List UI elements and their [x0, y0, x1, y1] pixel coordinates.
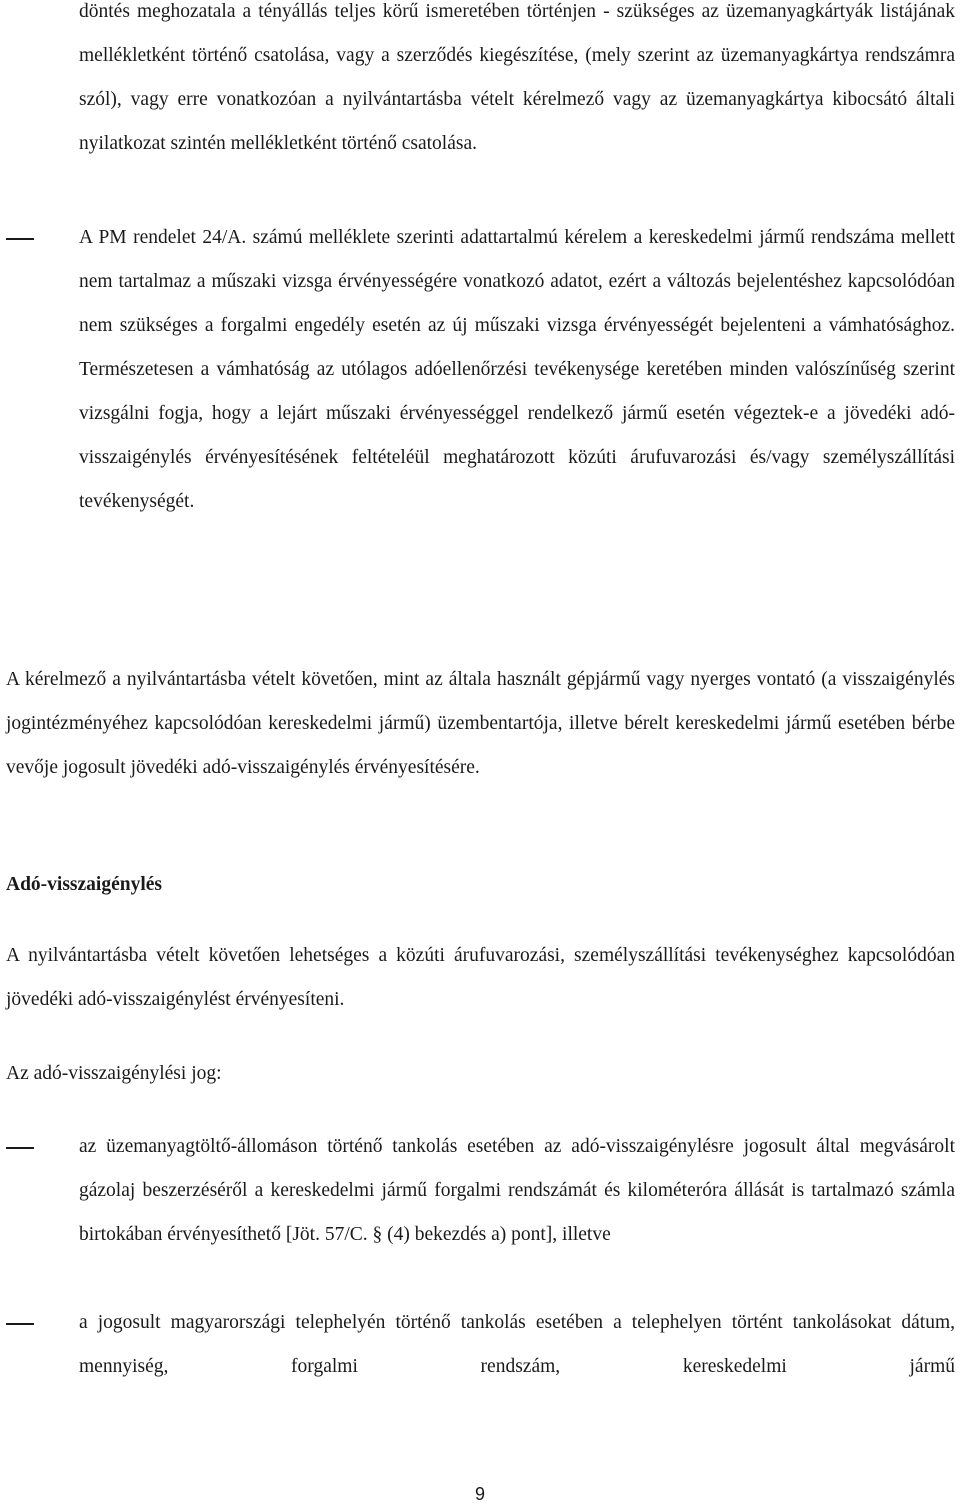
paragraph-kerelmezo: A kérelmező a nyilvántartásba vételt követően, mint az általa használt gépjármű vagy nyerges vontató (a visszaigénylés jogintézményéhez kapcsolódóan kereskedelmi jármű) üzembentartója, illetve bérelt kereskedelmi jármű esetében bérbe vevője jogosult jövedéki adó-visszaigénylés érvényesítésére. [6, 669, 955, 778]
dash-bullet-icon [6, 238, 34, 240]
dash-bullet-icon [6, 1323, 34, 1325]
bullet-paragraph-toltoallomas: az üzemanyagtöltő-állomáson történő tankolás esetében az adó-visszaigénylésre jogosult által megvásárolt gázolaj beszerzéséről a kereskedelmi jármű forgalmi rendszámát és kilométeróra állását is tartalmazó számla birtokában érvényesíthető [Jöt. 57/C. § (4) bekezdés a) pont], illetve [79, 1136, 955, 1245]
paragraph-nyilvantartas: A nyilvántartásba vételt követően lehetséges a közúti árufuvarozási, személyszállítási tevékenységhez kapcsolódóan jövedéki adó-visszaigénylést érvényesíteni. [6, 945, 955, 1010]
paragraph-jog-intro: Az adó-visszaigénylési jog: [6, 1063, 222, 1084]
section-heading: Adó-visszaigénylés [6, 874, 162, 895]
bullet-paragraph-telephely: a jogosult magyarországi telephelyén történő tankolás esetében a telephelyen történt tankolásokat dátum, mennyiség, forgalmi rendszám, kereskedelmi jármű [79, 1312, 955, 1377]
dash-bullet-icon [6, 1147, 34, 1149]
page-number: 9 [474, 1484, 485, 1504]
paragraph-continued: döntés meghozatala a tényállás teljes körű ismeretében történjen - szükséges az üzemanyagkártyák listájának mellékletként történő csatolása, vagy a szerződés kiegészítése, (mely szerint az üzemanyagkártya rendszámra szól), vagy erre vonatkozóan a nyilvántartásba vételt kérelmező vagy az üzemanyagkártya kibocsátó általi nyilatkozat szintén mellékletként történő csatolása. [79, 1, 955, 154]
bullet-paragraph-pm-rendelet: A PM rendelet 24/A. számú melléklete szerinti adattartalmú kérelem a kereskedelmi jármű rendszáma mellett nem tartalmaz a műszaki vizsga érvényességére vonatkozó adatot, ezért a változás bejelentéshez kapcsolódóan nem szükséges a forgalmi engedély esetén az új műszaki vizsga érvényességét bejelenteni a vámhatósághoz. Természetesen a vámhatóság az utólagos adóellenőrzési tevékenysége keretében minden valószínűség szerint vizsgálni fogja, hogy a lejárt műszaki érvényességgel rendelkező jármű esetén végeztek-e a jövedéki adó-visszaigénylés érvényesítésének feltételéül meghatározott közúti árufuvarozási és/vagy személyszállítási tevékenységét. [79, 227, 955, 512]
